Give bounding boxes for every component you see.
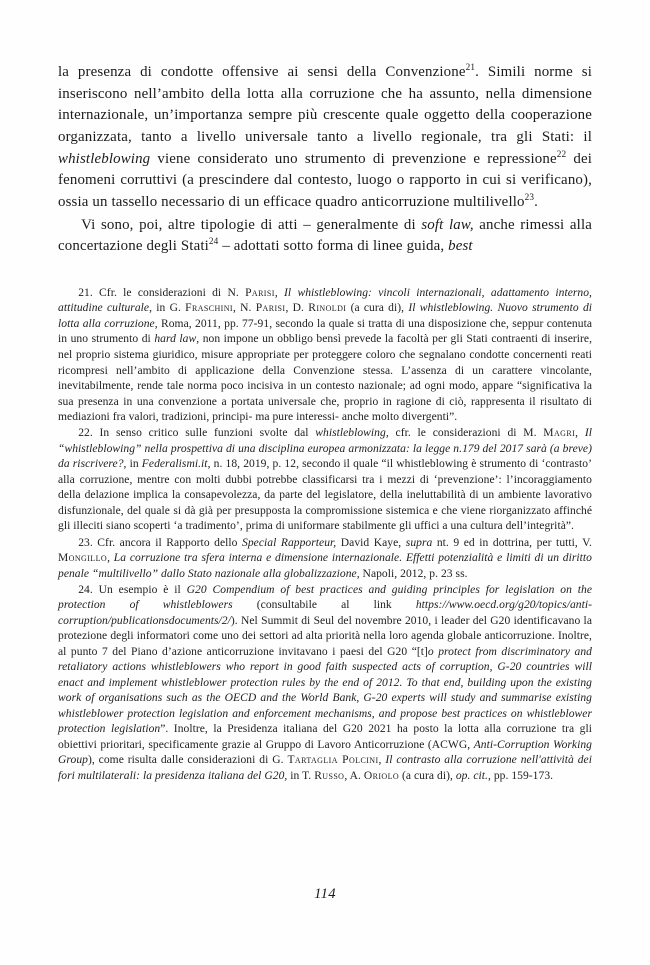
author-name: Parisi: [255, 302, 286, 315]
author-name: Mongillo: [58, 552, 108, 565]
author-name: Oriolo: [363, 769, 400, 782]
page-number: 114: [314, 886, 336, 902]
footnotes-block: [58, 286, 592, 785]
footnote-22: 22. In senso critico sulle funzioni svolte dal whistleblowing, cfr. le considerazioni di M. Magri, Il “whistleblowing” nella prospettiva di una disciplina europea armonizzata: la legge n.179 del 2017 sarà (a breve) da riscrivere?, in Federalismi.it, n. 18, 2019, p. 12, secondo il quale “il whistleblowing è strumento di ‘contrasto’ alla corruzione, mentre con molti dubbi potrebbe classificarsi tra i mezzi di ‘prevenzione’: l’incoraggiamento della delazione implica la consapevolezza, da parte del legislatore, della ineluttabilità di un ambiente lavorativo disfunzionale, del quale si dà già per presupposta la compromissione sistemica e che viene riorganizzato affinché gli illeciti siano scoperti ‘a tradimento’, prima di uniformare stabilmente gli uffici a una cultura dell’integrità”.: [58, 427, 592, 533]
footnote-24: 24. Un esempio è il G20 Compendium of best practices and guiding principles for legislation on the protection of whistleblowers (consultabile al link https://www.oecd.org/g20/topics/anti-corruption/publicationsdocuments/2/). Nel Summit di Seul del novembre 2010, i leader del G20 identificavano la protezione degli informatori come uno dei settori ad alta priorità nella loro agenda globale anticorruzione. Inoltre, al punto 7 del Piano d’azione anticorruzione invitavano i paesi del G20 “[t]o protect from discriminatory and retaliatory actions whistleblowers who report in good faith suspected acts of corruption, G-20 countries will enact and implement whistleblower protection rules by the end of 2012. To that end, building upon the existing work of organisations such as the OECD and the World Bank, G-20 experts will study and summarise existing whistleblower protection legislation and enforcement mechanisms, and propose best practices on whistleblower protection legislation”. Inoltre, la Presidenza italiana del G20 2021 ha posto la lotta alla corruzione tra gli obiettivi prioritari, specificamente grazie al Gruppo di Lavoro Anticorruzione (ACWG, Anti-Corruption Working Group), come risulta dalle considerazioni di G. Tartaglia Polcini, Il contrasto alla corruzione nell'attività dei fori multilaterali: la presidenza italiana del G20, in T. Russo, A. Oriolo (a cura di), op. cit., pp. 159-173.: [58, 583, 593, 782]
author-name: Tartaglia Polcini: [287, 754, 379, 767]
external-link-oecd[interactable]: https://www.oecd.org/g20/topics/anti-corruption/publicationsdocuments/2/: [58, 599, 593, 627]
footnote-ref-24[interactable]: 24: [208, 236, 219, 247]
footnote-ref-22[interactable]: 22: [556, 148, 567, 159]
footnote-ref-21[interactable]: 21: [465, 62, 476, 73]
footnote-21: 21. Cfr. le considerazioni di N. Parisi, Il whistleblowing: vincoli internazionali, adattamento interno, attitudine culturale, in G. Fraschini, N. Parisi, D. Rinoldi (a cura di), Il whistleblowing. Nuovo strumento di lotta alla corruzione, Roma, 2011, pp. 77-91, secondo la quale si tratta di una disposizione che, seppur contenuta in uno strumento di hard law, non impone un obbligo bensì prevede la facoltà per gli Stati contraenti di inserire, nel proprio sistema giuridico, misure appropriate per proteggere coloro che segnalano condotte concernenti reati ricompresi nell’ambito di applicazione della Convenzione stessa. L’assenza di un carattere vincolante, inevitabilmente, rende tale norma poco incisiva in un contesto nazionale; ad ogni modo, appare “significativa la sua presenza in una convenzione a portata universale che, proprio in ragione di ciò, rappresenta il risultato di mediazioni fra valori, tradizioni, principi- ma pure interessi- anche molto divergenti”.: [58, 286, 593, 424]
author-name: Fraschini: [185, 302, 233, 315]
author-name: Rinoldi: [308, 302, 347, 315]
term-best: best: [448, 238, 473, 255]
author-name: Russo: [314, 769, 345, 782]
author-name: Parisi: [245, 286, 275, 299]
term-whistleblowing: whistleblowing: [58, 150, 151, 167]
body-paragraph-2: Vi sono, poi, altre tipologie di atti – generalmente di soft law, anche rimessi alla concertazione degli Stati$^{24}$ – adottati sotto forma di linee guida, best: [58, 216, 592, 255]
body-paragraph-1: la presenza di condotte offensive ai sensi della Convenzione$^{21}$. Simili norme si inseriscono nell’ambito della lotta alla corruzione che ha assunto, nella dimensione internazionale, un’importanza sempre più crescente quale oggetto della cooperazione organizzata, tanto a livello universale tanto a livello regionale, tra gli Stati: il whistleblowing viene considerato uno strumento di prevenzione e repressione$^{22}$ dei fenomeni corruttivi (a prescindere dal contesto, luogo o rapporto in cui si verificano), ossia un tassello necessario di un efficace quadro anticorruzione multilivello$^{23}$.: [58, 62, 593, 211]
footnote-23: 23. Cfr. ancora il Rapporto dello Special Rapporteur, David Kaye, supra nt. 9 ed in dottrina, per tutti, V. Mongillo, La corruzione tra sfera interna e dimensione internazionale. Effetti potenzialità e limiti di un diritto penale “multilivello” dallo Stato nazionale alla globalizzazione, Napoli, 2012, p. 23 ss.: [58, 536, 592, 580]
term-soft-law: soft law,: [421, 216, 474, 233]
footnote-ref-23[interactable]: 23: [524, 192, 535, 203]
body-text-block: [58, 62, 592, 258]
author-name: Magri: [543, 427, 576, 440]
